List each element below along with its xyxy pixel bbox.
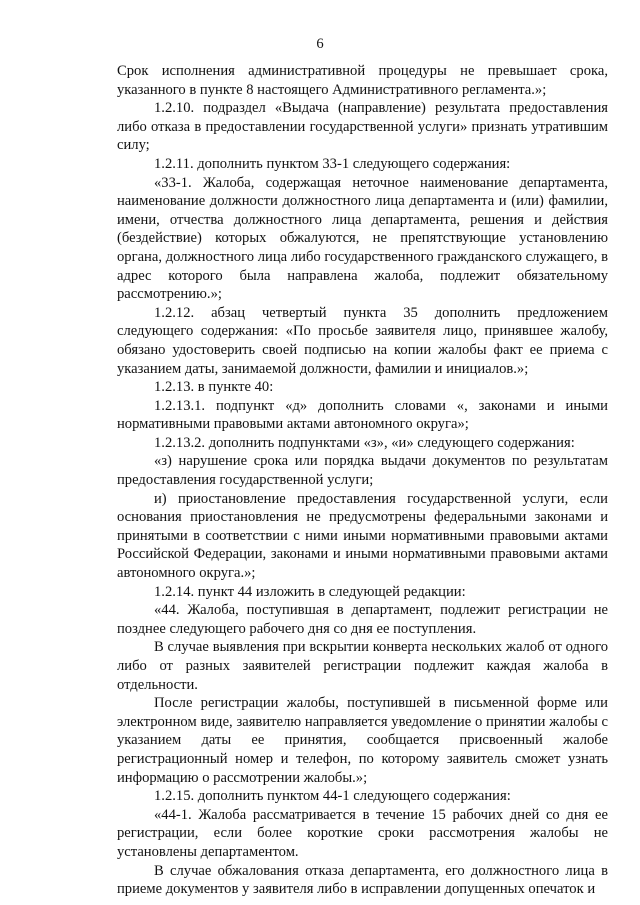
paragraph: «44-1. Жалоба рассматривается в течение 15 рабочих дней со дня ее регистрации, если более короткие сроки рассмотрения жалобы не установлены департаментом. xyxy=(117,806,608,860)
paragraph: 1.2.11. дополнить пунктом 33-1 следующего содержания: xyxy=(154,155,511,172)
paragraph: В случае обжалования отказа департамента, его должностного лица в приеме документов у заявителя либо в исправлении допущенных опечаток и xyxy=(117,862,608,898)
paragraph: «з) нарушение срока или порядка выдачи документов по результатам предоставления государственной услуги; xyxy=(117,453,608,489)
paragraph: «44. Жалоба, поступившая в департамент, подлежит регистрации не позднее следующего рабочего дня со дня ее поступления. xyxy=(117,602,608,637)
paragraph: 1.2.12. абзац четвертый пункта 35 дополнить предложением следующего содержания: «По просьбе заявителя лицо, принявшее жалобу, обязано удостоверить своей подписью на копии жалобы факт ее приема с указанием даты, занимаемой должности, фамилии и инициалов.»; xyxy=(117,304,608,377)
paragraph: 1.2.14. пункт 44 изложить в следующей редакции: xyxy=(154,583,466,600)
paragraph: и) приостановление предоставления государственной услуги, если основания приостановления не предусмотрены федеральными законами и принятыми в соответствии с ними иными нормативными правовыми актами Российской Федерации, законами и иными нормативными правовыми актами автономного округа.»; xyxy=(117,490,608,582)
paragraph: 1.2.13. в пункте 40: xyxy=(154,379,274,396)
paragraph: 1.2.13.1. подпункт «д» дополнить словами «, законами и иными нормативными правовыми актами автономного округа»; xyxy=(117,397,608,433)
page-number: 6 xyxy=(316,36,324,52)
paragraph: «33-1. Жалоба, содержащая неточное наименование департамента, наименование должности должностного лица департамента и (или) фамилии, имени, отчества должностного лица департамента, решения и действия (бездействие) которых обжалуются, не препятствующие установлению органа, должностного лица либо государственного гражданского служащего, в адрес которого была направлена жалоба, подлежит обязательному рассмотрению.»; xyxy=(117,174,608,303)
document-body xyxy=(117,62,608,899)
paragraph: 1.2.15. дополнить пунктом 44-1 следующего содержания: xyxy=(154,788,511,805)
paragraph: 1.2.10. подраздел «Выдача (направление) результата предоставления либо отказа в предоставлении государственной услуги» признать утратившим силу; xyxy=(117,100,608,154)
paragraph: После регистрации жалобы, поступившей в письменной форме или электронном виде, заявителю направляется уведомление о принятии жалобы с указанием даты ее принятия, сообщается присвоенный жалобе регистрационный номер и телефон, по которому заявитель сможет узнать информацию о рассмотрении жалобы.»; xyxy=(117,695,608,786)
paragraph: В случае выявления при вскрытии конверта нескольких жалоб от одного либо от разных заявителей регистрации подлежит каждая жалоба в отдельности. xyxy=(117,639,608,693)
paragraph: Срок исполнения административной процедуры не превышает срока, указанного в пункте 8 настоящего Административного регламента.»; xyxy=(117,63,608,98)
paragraph: 1.2.13.2. дополнить подпунктами «з», «и» следующего содержания: xyxy=(154,434,575,451)
